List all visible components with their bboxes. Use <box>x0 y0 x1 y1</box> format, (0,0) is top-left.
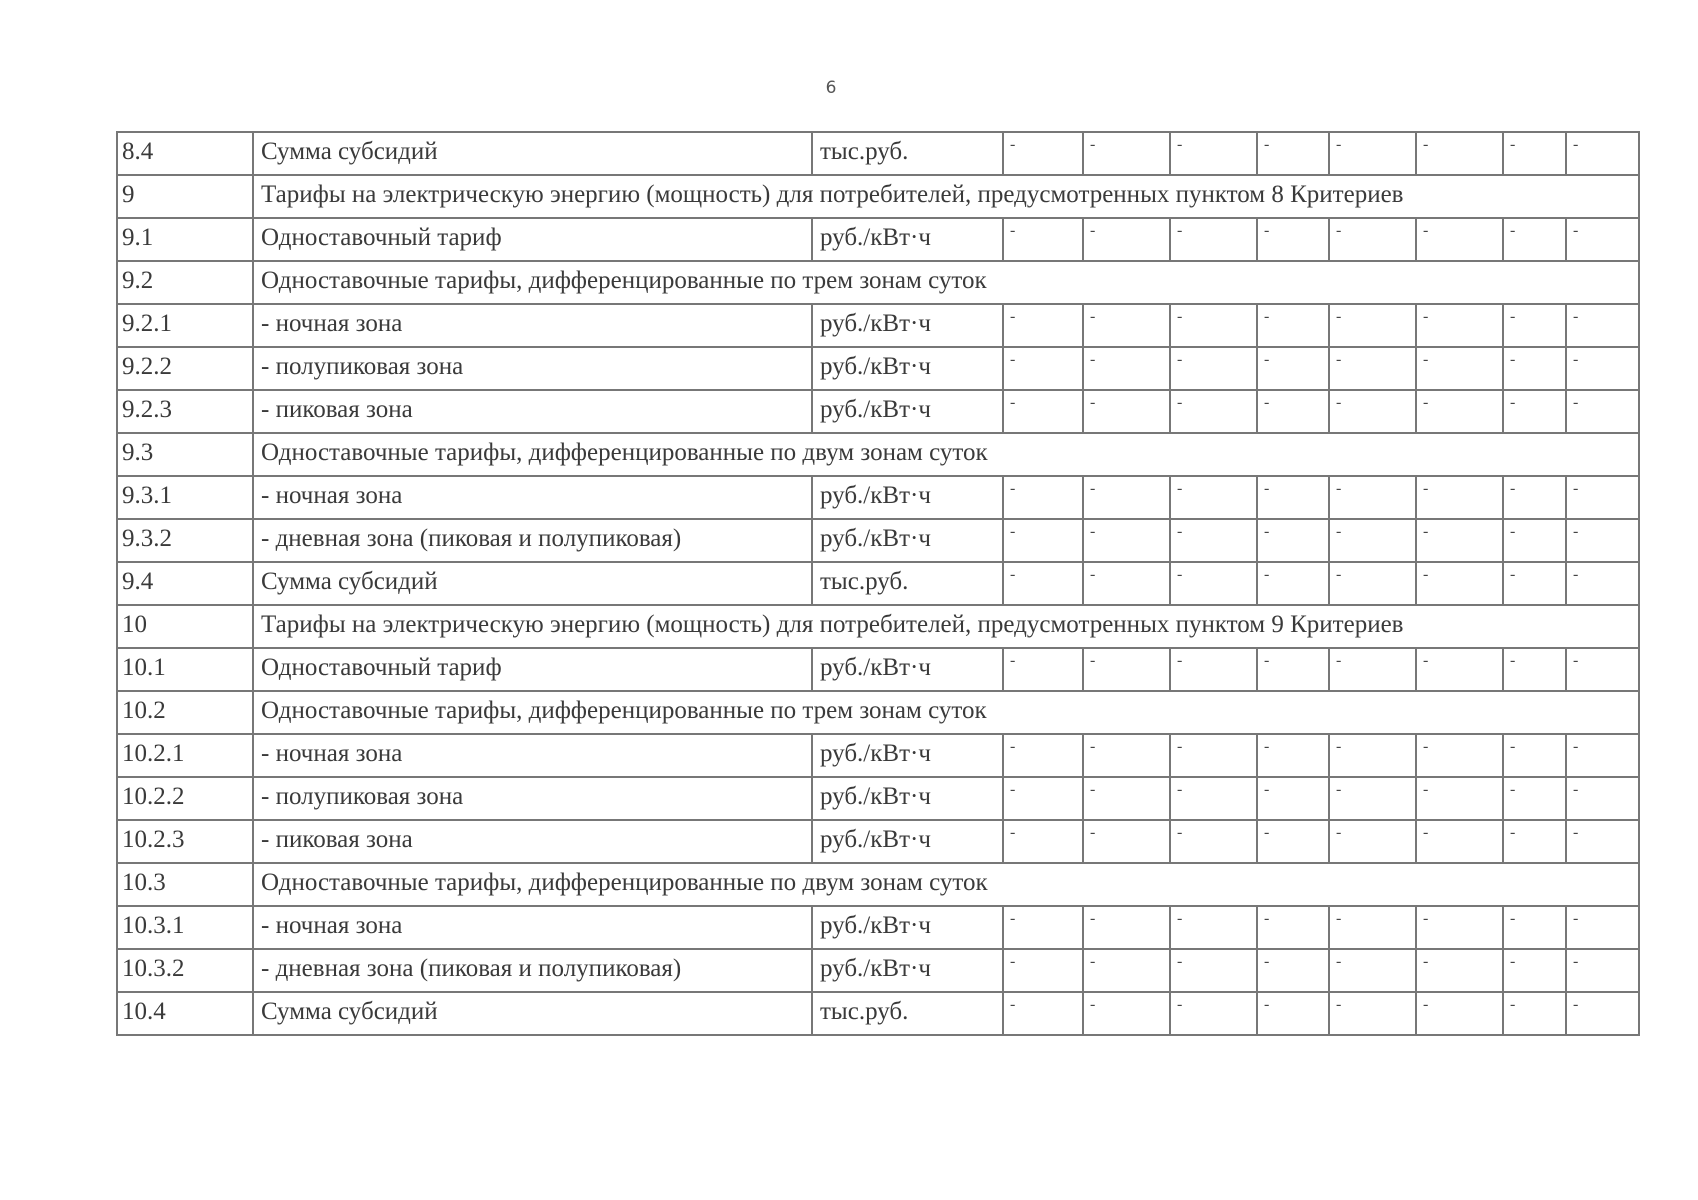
value-cell: - <box>1003 476 1083 519</box>
section-title: Одноставочные тарифы, дифференцированные по трем зонам суток <box>253 691 1639 734</box>
row-unit: руб./кВт·ч <box>812 390 1003 433</box>
section-title: Одноставочные тарифы, дифференцированные по двум зонам суток <box>253 433 1639 476</box>
value-cell: - <box>1416 777 1503 820</box>
table-row <box>117 562 1639 605</box>
value-cell: - <box>1503 562 1566 605</box>
value-cell: - <box>1329 132 1416 175</box>
row-number: 9.2.1 <box>117 304 253 347</box>
row-number: 9.2 <box>117 261 253 304</box>
value-cell: - <box>1257 992 1329 1035</box>
row-unit: руб./кВт·ч <box>812 777 1003 820</box>
value-cell: - <box>1003 132 1083 175</box>
value-cell: - <box>1416 218 1503 261</box>
value-cell: - <box>1566 777 1639 820</box>
row-unit: тыс.руб. <box>812 562 1003 605</box>
row-number: 9.4 <box>117 562 253 605</box>
value-cell: - <box>1257 734 1329 777</box>
value-cell: - <box>1257 949 1329 992</box>
row-unit: руб./кВт·ч <box>812 218 1003 261</box>
value-cell: - <box>1566 992 1639 1035</box>
value-cell: - <box>1257 476 1329 519</box>
row-number: 10.3 <box>117 863 253 906</box>
value-cell: - <box>1257 648 1329 691</box>
value-cell: - <box>1329 906 1416 949</box>
row-unit: руб./кВт·ч <box>812 347 1003 390</box>
value-cell: - <box>1257 562 1329 605</box>
row-unit: тыс.руб. <box>812 132 1003 175</box>
row-label: - пиковая зона <box>253 390 812 433</box>
value-cell: - <box>1329 218 1416 261</box>
section-header-row <box>117 605 1639 648</box>
value-cell: - <box>1257 820 1329 863</box>
value-cell: - <box>1170 132 1257 175</box>
value-cell: - <box>1257 906 1329 949</box>
value-cell: - <box>1503 347 1566 390</box>
value-cell: - <box>1503 519 1566 562</box>
row-number: 9.3 <box>117 433 253 476</box>
value-cell: - <box>1503 132 1566 175</box>
row-number: 9 <box>117 175 253 218</box>
value-cell: - <box>1503 992 1566 1035</box>
row-label: - полупиковая зона <box>253 777 812 820</box>
value-cell: - <box>1503 820 1566 863</box>
value-cell: - <box>1416 820 1503 863</box>
value-cell: - <box>1329 390 1416 433</box>
value-cell: - <box>1329 949 1416 992</box>
value-cell: - <box>1416 347 1503 390</box>
table-row <box>117 906 1639 949</box>
value-cell: - <box>1257 218 1329 261</box>
value-cell: - <box>1416 648 1503 691</box>
value-cell: - <box>1329 304 1416 347</box>
row-unit: руб./кВт·ч <box>812 304 1003 347</box>
row-unit: руб./кВт·ч <box>812 476 1003 519</box>
value-cell: - <box>1329 648 1416 691</box>
row-number: 9.3.1 <box>117 476 253 519</box>
value-cell: - <box>1257 390 1329 433</box>
tariff-table <box>116 131 1640 1036</box>
row-label: Сумма субсидий <box>253 132 812 175</box>
section-title: Одноставочные тарифы, дифференцированные по двум зонам суток <box>253 863 1639 906</box>
value-cell: - <box>1170 906 1257 949</box>
row-number: 10.2 <box>117 691 253 734</box>
value-cell: - <box>1329 562 1416 605</box>
value-cell: - <box>1416 132 1503 175</box>
value-cell: - <box>1083 777 1170 820</box>
row-number: 10.4 <box>117 992 253 1035</box>
row-number: 10.3.1 <box>117 906 253 949</box>
row-label: - ночная зона <box>253 304 812 347</box>
row-label: Сумма субсидий <box>253 992 812 1035</box>
page-number: 6 <box>825 78 837 98</box>
section-header-row <box>117 261 1639 304</box>
value-cell: - <box>1170 519 1257 562</box>
section-title: Тарифы на электрическую энергию (мощность) для потребителей, предусмотренных пунктом 8 Критериев <box>253 175 1639 218</box>
table-row <box>117 949 1639 992</box>
value-cell: - <box>1503 304 1566 347</box>
value-cell: - <box>1257 304 1329 347</box>
value-cell: - <box>1566 304 1639 347</box>
row-label: - ночная зона <box>253 734 812 777</box>
row-number: 10.1 <box>117 648 253 691</box>
value-cell: - <box>1329 476 1416 519</box>
value-cell: - <box>1003 218 1083 261</box>
row-label: - дневная зона (пиковая и полупиковая) <box>253 519 812 562</box>
value-cell: - <box>1329 519 1416 562</box>
value-cell: - <box>1003 347 1083 390</box>
row-label: - дневная зона (пиковая и полупиковая) <box>253 949 812 992</box>
value-cell: - <box>1083 906 1170 949</box>
value-cell: - <box>1170 347 1257 390</box>
row-unit: руб./кВт·ч <box>812 949 1003 992</box>
value-cell: - <box>1083 390 1170 433</box>
value-cell: - <box>1170 992 1257 1035</box>
value-cell: - <box>1566 562 1639 605</box>
value-cell: - <box>1170 390 1257 433</box>
row-number: 10.3.2 <box>117 949 253 992</box>
row-number: 9.2.2 <box>117 347 253 390</box>
value-cell: - <box>1170 820 1257 863</box>
table-row <box>117 820 1639 863</box>
section-title: Тарифы на электрическую энергию (мощность) для потребителей, предусмотренных пунктом 9 Критериев <box>253 605 1639 648</box>
value-cell: - <box>1257 777 1329 820</box>
value-cell: - <box>1566 519 1639 562</box>
value-cell: - <box>1003 820 1083 863</box>
value-cell: - <box>1503 390 1566 433</box>
value-cell: - <box>1503 734 1566 777</box>
value-cell: - <box>1566 906 1639 949</box>
table-body <box>117 132 1639 1035</box>
value-cell: - <box>1003 562 1083 605</box>
row-number: 10.2.1 <box>117 734 253 777</box>
value-cell: - <box>1083 304 1170 347</box>
value-cell: - <box>1170 562 1257 605</box>
value-cell: - <box>1170 777 1257 820</box>
value-cell: - <box>1083 519 1170 562</box>
row-number: 9.2.3 <box>117 390 253 433</box>
section-header-row <box>117 691 1639 734</box>
value-cell: - <box>1083 734 1170 777</box>
value-cell: - <box>1083 648 1170 691</box>
row-label: - ночная зона <box>253 906 812 949</box>
value-cell: - <box>1503 949 1566 992</box>
table-row <box>117 132 1639 175</box>
value-cell: - <box>1416 476 1503 519</box>
row-unit: руб./кВт·ч <box>812 820 1003 863</box>
row-label: Сумма субсидий <box>253 562 812 605</box>
row-unit: руб./кВт·ч <box>812 519 1003 562</box>
row-unit: руб./кВт·ч <box>812 648 1003 691</box>
value-cell: - <box>1503 218 1566 261</box>
value-cell: - <box>1003 906 1083 949</box>
row-number: 9.1 <box>117 218 253 261</box>
value-cell: - <box>1170 304 1257 347</box>
value-cell: - <box>1416 734 1503 777</box>
value-cell: - <box>1566 347 1639 390</box>
row-number: 10.2.2 <box>117 777 253 820</box>
table-row <box>117 476 1639 519</box>
value-cell: - <box>1566 648 1639 691</box>
value-cell: - <box>1257 132 1329 175</box>
table-row <box>117 304 1639 347</box>
table-row <box>117 734 1639 777</box>
value-cell: - <box>1329 820 1416 863</box>
value-cell: - <box>1416 519 1503 562</box>
table-row <box>117 218 1639 261</box>
value-cell: - <box>1416 390 1503 433</box>
value-cell: - <box>1083 820 1170 863</box>
value-cell: - <box>1329 777 1416 820</box>
row-number: 9.3.2 <box>117 519 253 562</box>
value-cell: - <box>1416 992 1503 1035</box>
value-cell: - <box>1170 949 1257 992</box>
section-header-row <box>117 863 1639 906</box>
value-cell: - <box>1503 906 1566 949</box>
value-cell: - <box>1566 390 1639 433</box>
value-cell: - <box>1416 304 1503 347</box>
row-label: - ночная зона <box>253 476 812 519</box>
row-label: Одноставочный тариф <box>253 648 812 691</box>
value-cell: - <box>1170 734 1257 777</box>
table-row <box>117 519 1639 562</box>
row-unit: руб./кВт·ч <box>812 906 1003 949</box>
value-cell: - <box>1003 390 1083 433</box>
value-cell: - <box>1416 906 1503 949</box>
value-cell: - <box>1566 218 1639 261</box>
value-cell: - <box>1329 734 1416 777</box>
value-cell: - <box>1257 519 1329 562</box>
value-cell: - <box>1083 347 1170 390</box>
value-cell: - <box>1503 648 1566 691</box>
section-header-row <box>117 433 1639 476</box>
table-row <box>117 347 1639 390</box>
row-number: 8.4 <box>117 132 253 175</box>
value-cell: - <box>1003 304 1083 347</box>
value-cell: - <box>1083 949 1170 992</box>
value-cell: - <box>1329 992 1416 1035</box>
table-row <box>117 648 1639 691</box>
value-cell: - <box>1003 949 1083 992</box>
value-cell: - <box>1170 476 1257 519</box>
value-cell: - <box>1083 562 1170 605</box>
value-cell: - <box>1566 949 1639 992</box>
value-cell: - <box>1003 648 1083 691</box>
value-cell: - <box>1503 476 1566 519</box>
row-label: - пиковая зона <box>253 820 812 863</box>
value-cell: - <box>1503 777 1566 820</box>
value-cell: - <box>1416 949 1503 992</box>
row-number: 10.2.3 <box>117 820 253 863</box>
section-title: Одноставочные тарифы, дифференцированные по трем зонам суток <box>253 261 1639 304</box>
row-unit: руб./кВт·ч <box>812 734 1003 777</box>
value-cell: - <box>1170 648 1257 691</box>
value-cell: - <box>1003 992 1083 1035</box>
value-cell: - <box>1083 992 1170 1035</box>
section-header-row <box>117 175 1639 218</box>
row-unit: тыс.руб. <box>812 992 1003 1035</box>
value-cell: - <box>1003 519 1083 562</box>
table-row <box>117 390 1639 433</box>
row-label: - полупиковая зона <box>253 347 812 390</box>
value-cell: - <box>1416 562 1503 605</box>
row-number: 10 <box>117 605 253 648</box>
value-cell: - <box>1083 476 1170 519</box>
value-cell: - <box>1329 347 1416 390</box>
table-row <box>117 777 1639 820</box>
table-row <box>117 992 1639 1035</box>
value-cell: - <box>1566 820 1639 863</box>
value-cell: - <box>1083 132 1170 175</box>
value-cell: - <box>1566 132 1639 175</box>
value-cell: - <box>1257 347 1329 390</box>
value-cell: - <box>1566 476 1639 519</box>
value-cell: - <box>1170 218 1257 261</box>
value-cell: - <box>1003 734 1083 777</box>
value-cell: - <box>1566 734 1639 777</box>
value-cell: - <box>1083 218 1170 261</box>
value-cell: - <box>1003 777 1083 820</box>
row-label: Одноставочный тариф <box>253 218 812 261</box>
